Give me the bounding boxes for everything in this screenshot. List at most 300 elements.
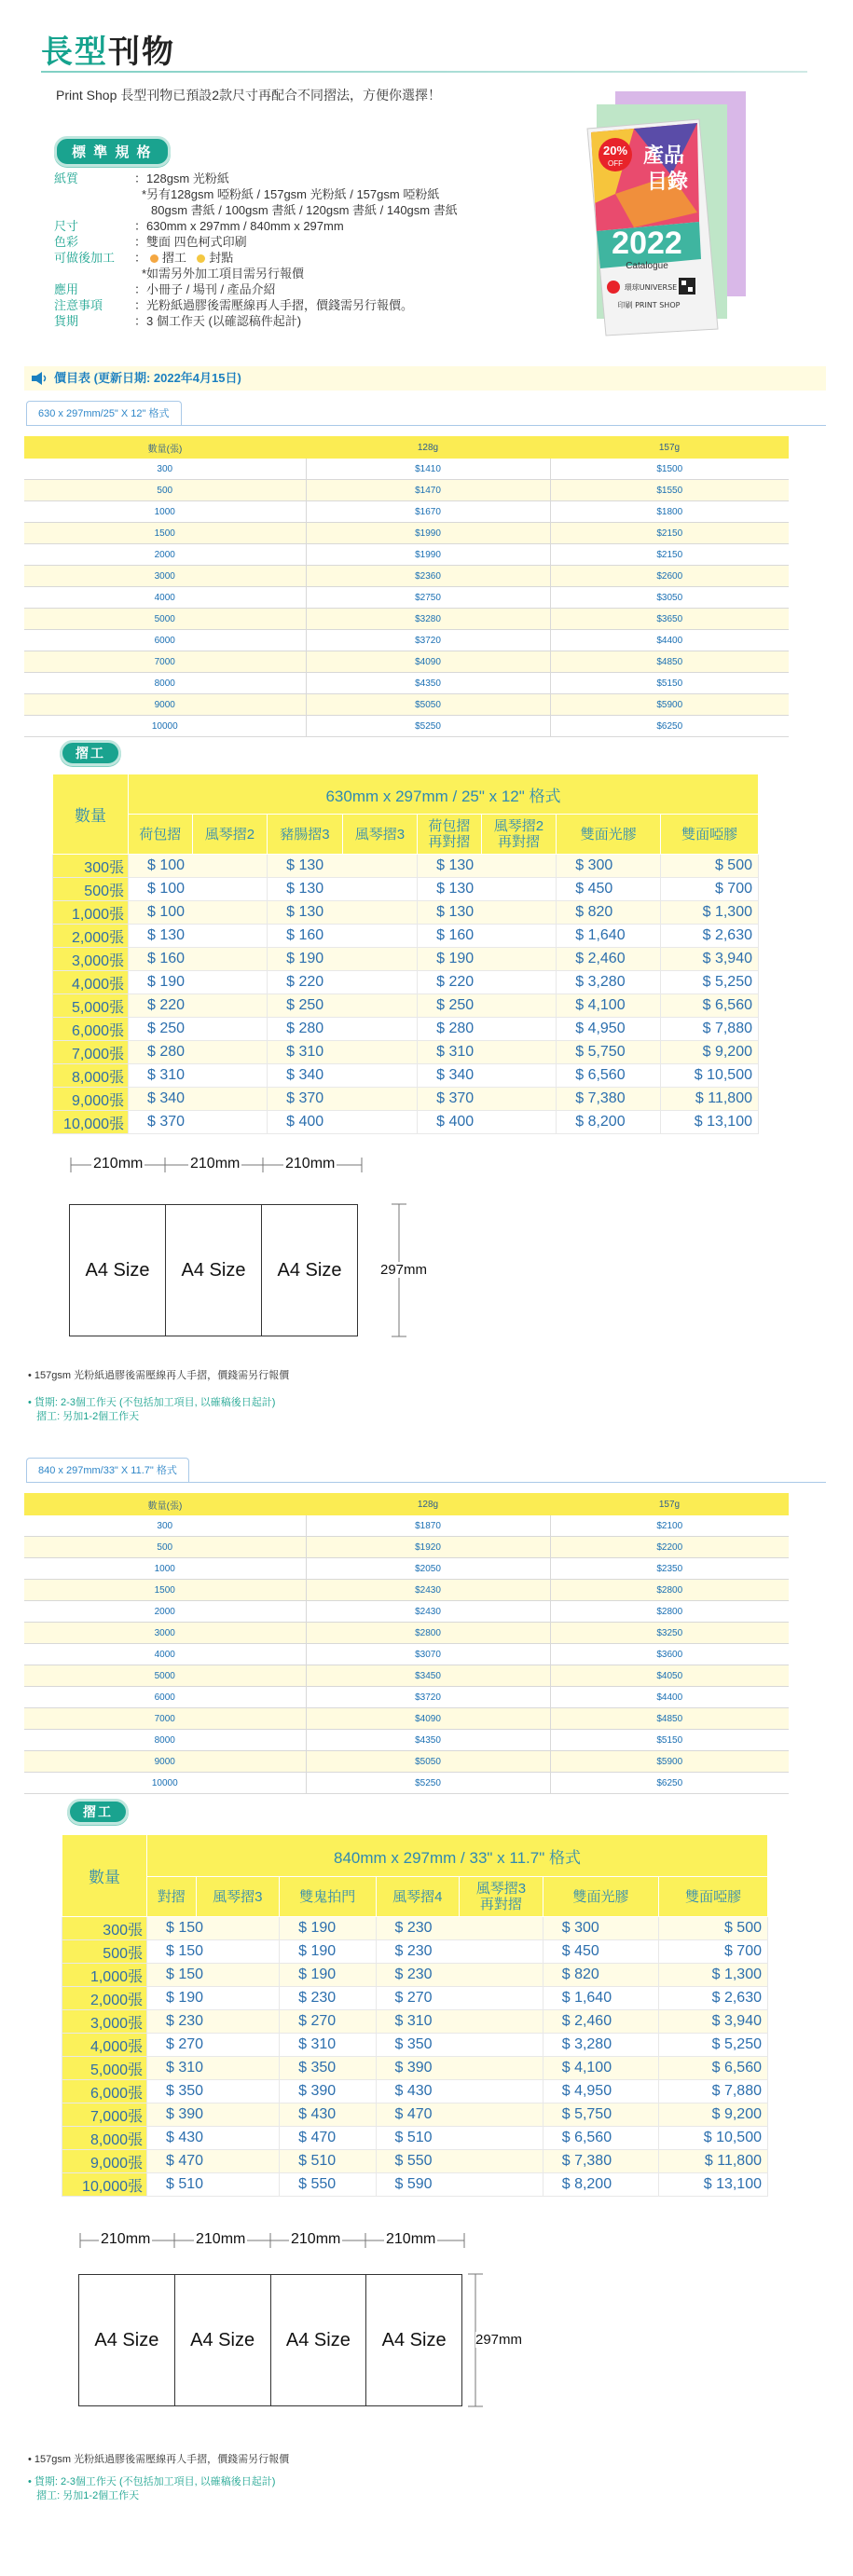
spec-value: ：光粉紙過膠後需壓線再人手摺，價錢需另行報價。 xyxy=(134,298,414,312)
table-cell: $4400 xyxy=(550,1687,789,1708)
price-cell: $ 700 xyxy=(659,1940,768,1964)
fold-col-header: 雙面啞膠 xyxy=(661,815,759,855)
table-row xyxy=(24,694,789,716)
price-cell: $ 250 xyxy=(268,994,418,1018)
schedule-840: • 貨期: 2-3個工作天 (不包括加工項目, 以確稿後日起計) 摺工: 另加1-2個工作天 xyxy=(28,2476,276,2501)
price-cell: $ 7,880 xyxy=(661,1018,759,1041)
table-row xyxy=(53,901,759,925)
table-cell: $5900 xyxy=(550,694,789,716)
table-cell: $2430 xyxy=(306,1601,550,1623)
tab-840-format[interactable]: 840 x 297mm/33" X 11.7" 格式 xyxy=(26,1458,189,1483)
price-cell: $ 230 xyxy=(280,1987,376,2010)
table-cell: $3600 xyxy=(550,1644,789,1665)
price-cell: $ 130 xyxy=(418,878,557,901)
table-row xyxy=(24,630,789,651)
price-cell: $ 450 xyxy=(557,878,661,901)
price-cell: $ 9,200 xyxy=(659,2103,768,2127)
price-cell: $ 270 xyxy=(147,2034,280,2057)
price-cell: $ 2,460 xyxy=(557,948,661,971)
table-cell: 10000 xyxy=(24,1773,306,1794)
qty-cell: 10,000張 xyxy=(62,2173,147,2197)
price-cell: $ 510 xyxy=(147,2173,280,2197)
spec-value: *另有128gsm 啞粉紙 / 157gsm 光粉紙 / 157gsm 啞粉紙 xyxy=(142,187,440,201)
table-cell: $1550 xyxy=(550,480,789,501)
price-cell: $ 550 xyxy=(280,2173,376,2197)
note-text: 157gsm 光粉紙過膠後需壓線再人手摺，價錢需另行報價 xyxy=(34,1370,290,1381)
title-black: 刊物 xyxy=(108,34,175,70)
fold-table-630 xyxy=(52,774,759,1134)
price-cell: $ 8,200 xyxy=(543,2173,659,2197)
table-cell: $2150 xyxy=(550,544,789,566)
table-cell: 300 xyxy=(24,1515,306,1537)
price-cell: $ 820 xyxy=(557,901,661,925)
table-row xyxy=(53,1111,759,1134)
price-cell: $ 310 xyxy=(280,2034,376,2057)
table-cell: 6000 xyxy=(24,630,306,651)
price-cell: $ 270 xyxy=(280,2010,376,2034)
intro-text: Print Shop 長型刊物已預設2款尺寸再配合不同摺法，方便你選擇！ xyxy=(56,88,442,103)
table-cell: $4050 xyxy=(550,1665,789,1687)
price-cell: $ 6,560 xyxy=(659,2057,768,2080)
table-row xyxy=(62,1964,768,1987)
table-cell: $5250 xyxy=(306,1773,550,1794)
price-cell: $ 7,380 xyxy=(557,1088,661,1111)
table-cell: $5150 xyxy=(550,1730,789,1751)
table-row xyxy=(53,878,759,901)
table-row xyxy=(24,1580,789,1601)
price-cell: $ 300 xyxy=(543,1917,659,1940)
table-row xyxy=(62,2034,768,2057)
catalog-title1: 產品 xyxy=(642,144,685,168)
table-row xyxy=(62,2173,768,2197)
schedule-text: 貨期: 2-3個工作天 (不包括加工項目, 以確稿後日起計) xyxy=(34,2476,276,2487)
price-cell: $ 5,750 xyxy=(543,2103,659,2127)
table-row xyxy=(62,1987,768,2010)
spec-value: ：小冊子 / 場刊 / 產品介紹 xyxy=(134,282,276,296)
qty-cell: 5,000張 xyxy=(62,2057,147,2080)
price-cell: $ 7,880 xyxy=(659,2080,768,2103)
table-row xyxy=(62,1917,768,1940)
schedule-text: 貨期: 2-3個工作天 (不包括加工項目, 以確稿後日起計) xyxy=(34,1397,276,1408)
price-cell: $ 230 xyxy=(147,2010,280,2034)
bullet-icon xyxy=(197,254,205,263)
price-cell: $ 11,800 xyxy=(661,1088,759,1111)
price-cell: $ 1,300 xyxy=(659,1964,768,1987)
price-cell: $ 390 xyxy=(280,2080,376,2103)
table-row xyxy=(24,480,789,501)
table-row xyxy=(24,523,789,544)
qty-cell: 6,000張 xyxy=(53,1018,129,1041)
qty-cell: 4,000張 xyxy=(53,971,129,994)
dim-label: 210mm xyxy=(93,1156,144,1172)
qty-cell: 5,000張 xyxy=(53,994,129,1018)
table-cell: $4850 xyxy=(550,651,789,673)
table-cell: 500 xyxy=(24,480,306,501)
a4-panel: A4 Size xyxy=(271,2275,367,2405)
a4-panel: A4 Size xyxy=(70,1205,166,1336)
table-row xyxy=(62,2127,768,2150)
price-cell: $ 190 xyxy=(280,1940,376,1964)
table-cell: 2000 xyxy=(24,544,306,566)
catalog-badge-sub: OFF xyxy=(608,159,623,168)
price-cell: $ 190 xyxy=(418,948,557,971)
note-840: • 157gsm 光粉紙過膠後需壓線再人手摺，價錢需另行報價 xyxy=(28,2454,290,2465)
height-label: 297mm xyxy=(475,2332,523,2348)
dimension-row-840 xyxy=(76,2231,468,2250)
price-cell: $ 130 xyxy=(268,901,418,925)
table-cell: $2600 xyxy=(550,566,789,587)
table-cell: $2350 xyxy=(550,1558,789,1580)
price-cell: $ 160 xyxy=(418,925,557,948)
price-cell: $ 340 xyxy=(268,1064,418,1088)
catalog-illustration xyxy=(578,91,755,343)
price-cell: $ 220 xyxy=(268,971,418,994)
title-green: 長型 xyxy=(41,34,108,70)
qty-cell: 300張 xyxy=(53,855,129,878)
table-cell: 1500 xyxy=(24,1580,306,1601)
price-cell: $ 310 xyxy=(147,2057,280,2080)
table-cell: $3450 xyxy=(306,1665,550,1687)
price-cell: $ 190 xyxy=(147,1987,280,2010)
table-row xyxy=(53,948,759,971)
catalog-year: 2022 xyxy=(612,226,682,261)
price-cell: $ 400 xyxy=(268,1111,418,1134)
option-fold: 摺工 xyxy=(162,251,187,265)
table-row xyxy=(53,1088,759,1111)
qty-cell: 6,000張 xyxy=(62,2080,147,2103)
price-cell: $ 430 xyxy=(280,2103,376,2127)
price-cell: $ 510 xyxy=(280,2150,376,2173)
table-row xyxy=(53,1018,759,1041)
fold-col-header: 風琴摺3 xyxy=(342,815,418,855)
price-cell: $ 150 xyxy=(147,1940,280,1964)
price-cell: $ 5,750 xyxy=(557,1041,661,1064)
table-cell: $2050 xyxy=(306,1558,550,1580)
price-cell: $ 470 xyxy=(376,2103,543,2127)
height-label: 297mm xyxy=(380,1262,428,1278)
price-cell: $ 820 xyxy=(543,1964,659,1987)
fold-pill-630: 摺工 xyxy=(60,740,121,766)
schedule-630: • 貨期: 2-3個工作天 (不包括加工項目, 以確稿後日起計) 摺工: 另加1-2個工作天 xyxy=(28,1397,276,1422)
table-row xyxy=(24,566,789,587)
price-cell: $ 150 xyxy=(147,1917,280,1940)
price-cell: $ 3,280 xyxy=(557,971,661,994)
price-cell: $ 1,300 xyxy=(661,901,759,925)
price-cell: $ 5,250 xyxy=(661,971,759,994)
price-cell: $ 130 xyxy=(129,925,268,948)
table-row xyxy=(24,651,789,673)
price-cell: $ 700 xyxy=(661,878,759,901)
table-cell: $2100 xyxy=(550,1515,789,1537)
table-row xyxy=(24,1665,789,1687)
table-row xyxy=(62,2150,768,2173)
price-cell: $ 230 xyxy=(376,1964,543,1987)
fold-table-840 xyxy=(62,1834,768,2197)
bullet-icon xyxy=(150,254,158,263)
table-cell: $1990 xyxy=(306,544,550,566)
price-cell: $ 430 xyxy=(376,2080,543,2103)
table-cell: $2360 xyxy=(306,566,550,587)
catalog-title2: 目錄 xyxy=(646,171,689,194)
spec-label: 可做後加工 xyxy=(54,251,116,265)
qty-cell: 8,000張 xyxy=(62,2127,147,2150)
table-row xyxy=(24,1773,789,1794)
table-row xyxy=(24,1601,789,1623)
table-row xyxy=(53,1064,759,1088)
price-cell: $ 310 xyxy=(268,1041,418,1064)
spec-label: 貨期 xyxy=(54,314,79,328)
dim-label: 210mm xyxy=(386,2231,436,2247)
fold-col-header: 雙面光膠 xyxy=(557,815,661,855)
spec-value: ：128gsm 光粉紙 xyxy=(134,171,229,185)
a4-panel: A4 Size xyxy=(277,1259,342,1281)
price-cell: $ 230 xyxy=(376,1917,543,1940)
price-cell: $ 2,460 xyxy=(543,2010,659,2034)
price-cell: $ 130 xyxy=(418,901,557,925)
table-cell: $4850 xyxy=(550,1708,789,1730)
table-cell: $4350 xyxy=(306,673,550,694)
table-cell: $4350 xyxy=(306,1730,550,1751)
fold-col-header: 對摺 xyxy=(147,1877,197,1917)
table-cell: $6250 xyxy=(550,716,789,737)
table-cell: 8000 xyxy=(24,673,306,694)
spec-value: 80gsm 書紙 / 100gsm 書紙 / 120gsm 書紙 / 140gsm 書紙 xyxy=(151,203,458,217)
price-cell: $ 3,940 xyxy=(659,2010,768,2034)
option-seal: 封點 xyxy=(209,251,234,265)
table-cell: $1990 xyxy=(306,523,550,544)
price-list-header xyxy=(24,366,826,391)
fold-col-header: 雙面光膠 xyxy=(543,1877,659,1917)
price-cell: $ 250 xyxy=(418,994,557,1018)
table-cell: 300 xyxy=(24,459,306,480)
note-text: 157gsm 光粉紙過膠後需壓線再人手摺，價錢需另行報價 xyxy=(34,2454,290,2465)
table-row xyxy=(24,1730,789,1751)
price-cell: $ 11,800 xyxy=(659,2150,768,2173)
price-cell: $ 430 xyxy=(147,2127,280,2150)
schedule-fold: 摺工: 另加1-2個工作天 xyxy=(36,2490,140,2501)
price-cell: $ 280 xyxy=(129,1041,268,1064)
table-cell: $1870 xyxy=(306,1515,550,1537)
tab-630-format[interactable]: 630 x 297mm/25" X 12" 格式 xyxy=(26,401,182,426)
table-cell: 3000 xyxy=(24,566,306,587)
qty-cell: 2,000張 xyxy=(62,1987,147,2010)
price-cell: $ 4,100 xyxy=(543,2057,659,2080)
price-cell: $ 350 xyxy=(376,2034,543,2057)
dim-label: 210mm xyxy=(196,2231,246,2247)
table-cell: $4090 xyxy=(306,1708,550,1730)
table-row xyxy=(24,1687,789,1708)
price-cell: $ 6,560 xyxy=(661,994,759,1018)
table-cell: 1500 xyxy=(24,523,306,544)
price-cell: $ 230 xyxy=(376,1940,543,1964)
price-cell: $ 390 xyxy=(376,2057,543,2080)
qty-cell: 2,000張 xyxy=(53,925,129,948)
table-row xyxy=(53,994,759,1018)
price-cell: $ 4,100 xyxy=(557,994,661,1018)
price-cell: $ 300 xyxy=(557,855,661,878)
price-cell: $ 6,560 xyxy=(543,2127,659,2150)
table-row xyxy=(62,2080,768,2103)
price-cell: $ 340 xyxy=(129,1088,268,1111)
table-row xyxy=(24,1537,789,1558)
dim-label: 210mm xyxy=(291,2231,341,2247)
fold-pill-840: 摺工 xyxy=(67,1799,129,1825)
spec-value: ：630mm x 297mm / 840mm x 297mm xyxy=(134,219,344,233)
table-cell: $3070 xyxy=(306,1644,550,1665)
price-cell: $ 190 xyxy=(129,971,268,994)
catalog-badge: 20% xyxy=(602,144,628,158)
table-cell: $2800 xyxy=(550,1580,789,1601)
table-row xyxy=(24,1558,789,1580)
a4-panel: A4 Size xyxy=(166,1205,262,1336)
table-cell: 5000 xyxy=(24,1665,306,1687)
price-table-840 xyxy=(24,1493,789,1794)
table-cell: 7000 xyxy=(24,1708,306,1730)
tab-underline xyxy=(26,425,826,426)
qty-cell: 500張 xyxy=(53,878,129,901)
table-cell: $2430 xyxy=(306,1580,550,1601)
price-cell: $ 100 xyxy=(129,901,268,925)
table-cell: $5250 xyxy=(306,716,550,737)
price-cell: $ 310 xyxy=(129,1064,268,1088)
table-cell: 500 xyxy=(24,1537,306,1558)
table-cell: $1470 xyxy=(306,480,550,501)
qty-cell: 1,000張 xyxy=(53,901,129,925)
price-cell: $ 390 xyxy=(147,2103,280,2127)
qty-cell: 8,000張 xyxy=(53,1064,129,1088)
price-cell: $ 590 xyxy=(376,2173,543,2197)
price-cell: $ 190 xyxy=(268,948,418,971)
table-row xyxy=(62,2103,768,2127)
price-cell: $ 9,200 xyxy=(661,1041,759,1064)
table-cell: $1800 xyxy=(550,501,789,523)
table-cell: $1500 xyxy=(550,459,789,480)
table-row xyxy=(53,1041,759,1064)
table-row xyxy=(62,1940,768,1964)
price-cell: $ 10,500 xyxy=(659,2127,768,2150)
table-cell: $4400 xyxy=(550,630,789,651)
title-divider xyxy=(41,71,807,73)
price-cell: $ 2,630 xyxy=(661,925,759,948)
table-cell: $3720 xyxy=(306,630,550,651)
table-cell: $4090 xyxy=(306,651,550,673)
table-row xyxy=(24,459,789,480)
qty-cell: 4,000張 xyxy=(62,2034,147,2057)
col-header: 數量(張) xyxy=(24,436,306,459)
price-cell: $ 470 xyxy=(147,2150,280,2173)
price-cell: $ 220 xyxy=(129,994,268,1018)
price-cell: $ 130 xyxy=(268,878,418,901)
price-cell: $ 7,380 xyxy=(543,2150,659,2173)
price-cell: $ 310 xyxy=(376,2010,543,2034)
price-table-630 xyxy=(24,436,789,737)
table-row xyxy=(24,1515,789,1537)
table-cell: 9000 xyxy=(24,694,306,716)
table-row xyxy=(24,1644,789,1665)
price-cell: $ 220 xyxy=(418,971,557,994)
table-row xyxy=(62,2057,768,2080)
table-cell: $5150 xyxy=(550,673,789,694)
price-cell: $ 350 xyxy=(280,2057,376,2080)
speaker-icon xyxy=(32,372,48,385)
page-title xyxy=(41,26,175,72)
table-row xyxy=(53,855,759,878)
qty-header: 數量 xyxy=(62,1835,147,1917)
price-cell: $ 100 xyxy=(129,878,268,901)
table-row xyxy=(53,971,759,994)
price-cell: $ 190 xyxy=(280,1917,376,1940)
table-cell: $2150 xyxy=(550,523,789,544)
qty-cell: 300張 xyxy=(62,1917,147,1940)
price-cell: $ 510 xyxy=(376,2127,543,2150)
price-cell: $ 340 xyxy=(418,1064,557,1088)
table-cell: $2750 xyxy=(306,587,550,609)
price-cell: $ 3,280 xyxy=(543,2034,659,2057)
qty-cell: 7,000張 xyxy=(62,2103,147,2127)
price-cell: $ 500 xyxy=(661,855,759,878)
a4-panel: A4 Size xyxy=(381,2329,447,2350)
table-cell: 7000 xyxy=(24,651,306,673)
table-cell: 5000 xyxy=(24,609,306,630)
spec-label: 色彩 xyxy=(54,235,79,249)
schedule-fold: 摺工: 另加1-2個工作天 xyxy=(36,1411,140,1422)
price-list-title: 價目表 (更新日期: 2022年4月15日) xyxy=(54,371,241,385)
table-row xyxy=(24,544,789,566)
spec-label: 注意事項 xyxy=(54,298,103,312)
price-cell: $ 400 xyxy=(418,1111,557,1134)
price-cell: $ 10,500 xyxy=(661,1064,759,1088)
table-cell: 9000 xyxy=(24,1751,306,1773)
price-cell: $ 13,100 xyxy=(661,1111,759,1134)
price-cell: $ 4,950 xyxy=(543,2080,659,2103)
table-row xyxy=(24,1623,789,1644)
table-cell: $5050 xyxy=(306,1751,550,1773)
table-cell: $2800 xyxy=(306,1623,550,1644)
price-cell: $ 270 xyxy=(376,1987,543,2010)
spec-list xyxy=(54,171,458,329)
price-cell: $ 1,640 xyxy=(557,925,661,948)
qty-cell: 500張 xyxy=(62,1940,147,1964)
table-cell: 3000 xyxy=(24,1623,306,1644)
dimension-row-630 xyxy=(67,1156,365,1174)
table-cell: 1000 xyxy=(24,501,306,523)
table-row xyxy=(24,673,789,694)
table-row xyxy=(24,1708,789,1730)
table-cell: $2800 xyxy=(550,1601,789,1623)
price-cell: $ 370 xyxy=(129,1111,268,1134)
col-header: 157g xyxy=(550,1493,789,1515)
price-cell: $ 190 xyxy=(280,1964,376,1987)
price-cell: $ 310 xyxy=(418,1041,557,1064)
table-row xyxy=(24,501,789,523)
col-header: 數量(張) xyxy=(24,1493,306,1515)
fold-col-header: 雙鬼拍門 xyxy=(280,1877,376,1917)
table-cell: $5050 xyxy=(306,694,550,716)
table-cell: $1410 xyxy=(306,459,550,480)
table-row xyxy=(53,925,759,948)
col-header: 128g xyxy=(306,436,550,459)
qty-cell: 3,000張 xyxy=(53,948,129,971)
fold-col-header: 荷包摺 xyxy=(129,815,193,855)
fold-col-header: 風琴摺3 xyxy=(196,1877,280,1917)
price-cell: $ 2,630 xyxy=(659,1987,768,2010)
spec-label: 尺寸 xyxy=(54,219,79,233)
table-row xyxy=(24,587,789,609)
price-cell: $ 250 xyxy=(129,1018,268,1041)
table-cell: $3650 xyxy=(550,609,789,630)
price-cell: $ 100 xyxy=(129,855,268,878)
tab-underline xyxy=(26,1482,826,1483)
